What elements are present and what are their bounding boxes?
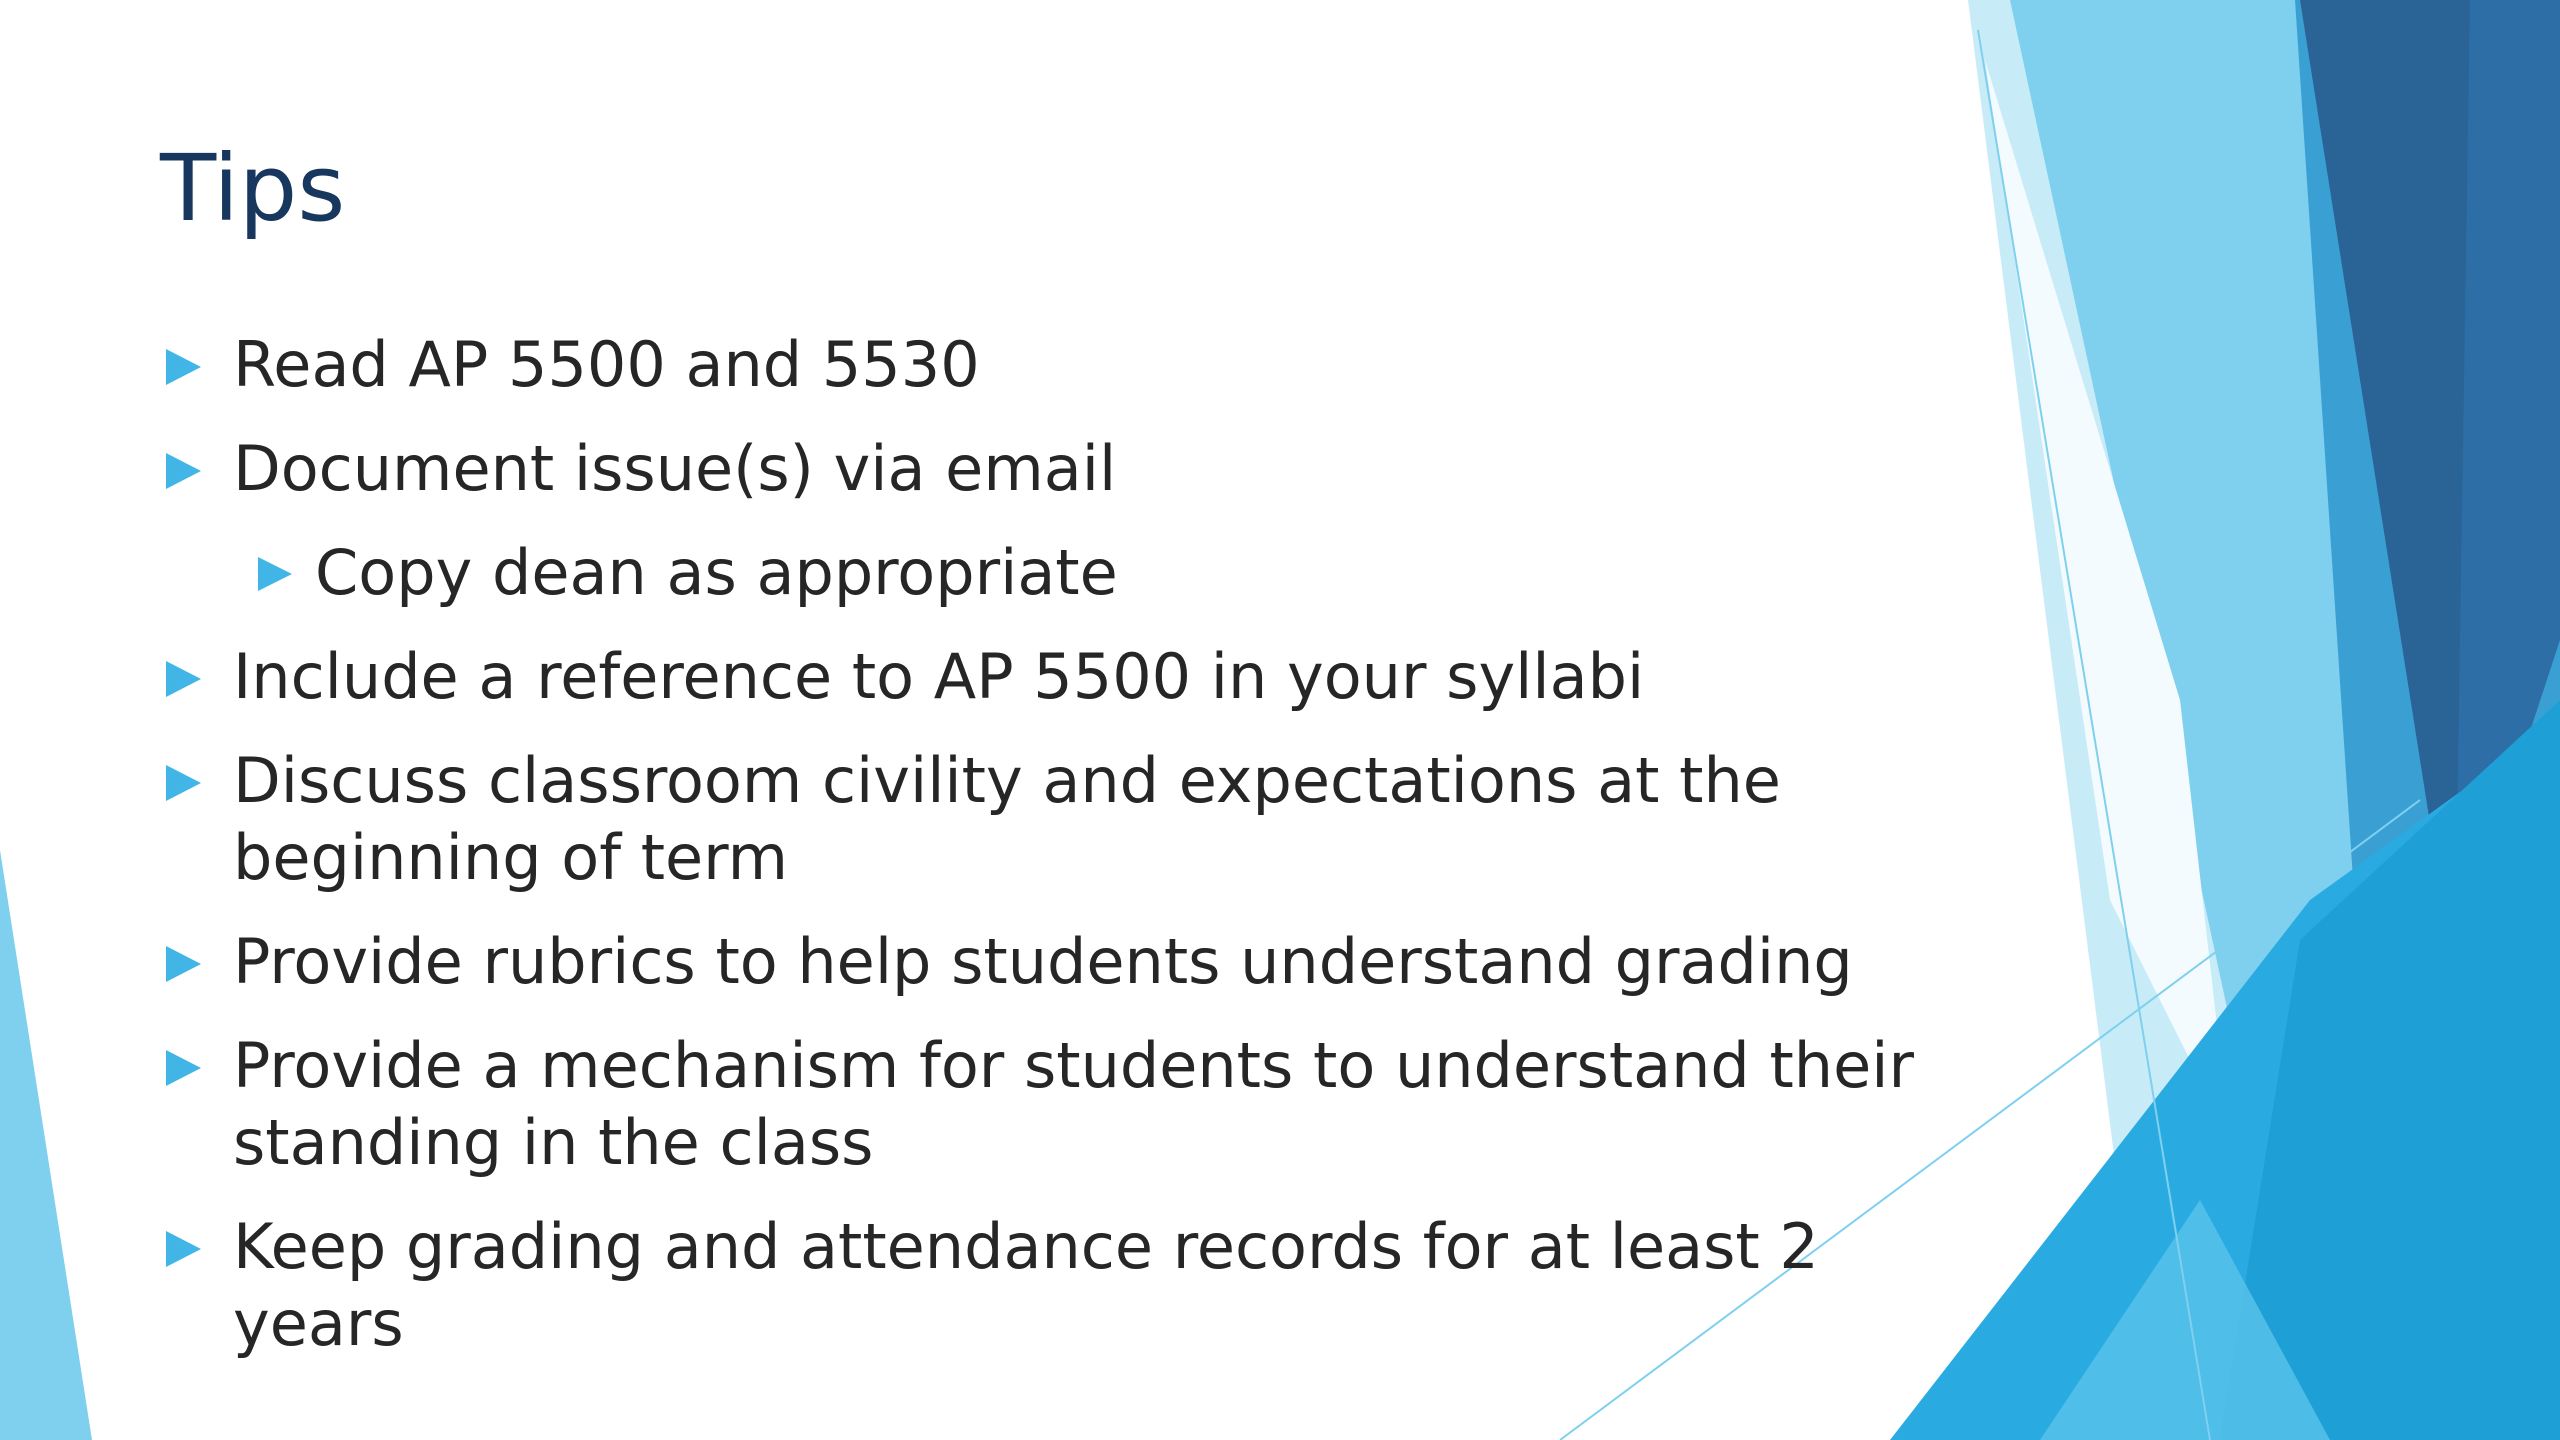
bullet-triangle-icon bbox=[166, 765, 201, 801]
bullet-text: Document issue(s) via email bbox=[233, 432, 1117, 505]
bullet-triangle-icon bbox=[166, 946, 201, 982]
slide-title: Tips bbox=[160, 135, 346, 242]
bullet-triangle-icon bbox=[166, 453, 201, 489]
bullet-item bbox=[160, 923, 1920, 1000]
bullet-triangle-icon bbox=[166, 1231, 201, 1267]
bullet-text: Copy dean as appropriate bbox=[315, 536, 1118, 609]
bullet-item bbox=[160, 326, 1920, 403]
bullet-text: Keep grading and attendance records for at least 2 years bbox=[233, 1210, 1819, 1360]
bullet-item bbox=[160, 430, 1920, 507]
bullet-item bbox=[160, 1208, 1920, 1362]
bullet-text: Provide rubrics to help students understand grading bbox=[233, 925, 1853, 998]
bullet-list bbox=[160, 326, 1920, 1389]
bullet-text: Include a reference to AP 5500 in your syllabi bbox=[233, 640, 1645, 713]
bullet-item bbox=[160, 742, 1920, 896]
bullet-triangle-icon bbox=[166, 349, 201, 385]
bullet-text: Discuss classroom civility and expectations at the beginning of term bbox=[233, 744, 1781, 894]
deco-left-sliver bbox=[0, 850, 92, 1440]
bullet-text: Read AP 5500 and 5530 bbox=[233, 328, 980, 401]
bullet-triangle-icon bbox=[166, 1050, 201, 1086]
bullet-triangle-icon bbox=[258, 557, 292, 591]
bullet-item bbox=[160, 1027, 1920, 1181]
bullet-text: Provide a mechanism for students to understand their standing in the class bbox=[233, 1029, 1914, 1179]
bullet-item bbox=[160, 638, 1920, 715]
sub-bullet-item bbox=[258, 534, 1920, 611]
bullet-triangle-icon bbox=[166, 661, 201, 697]
